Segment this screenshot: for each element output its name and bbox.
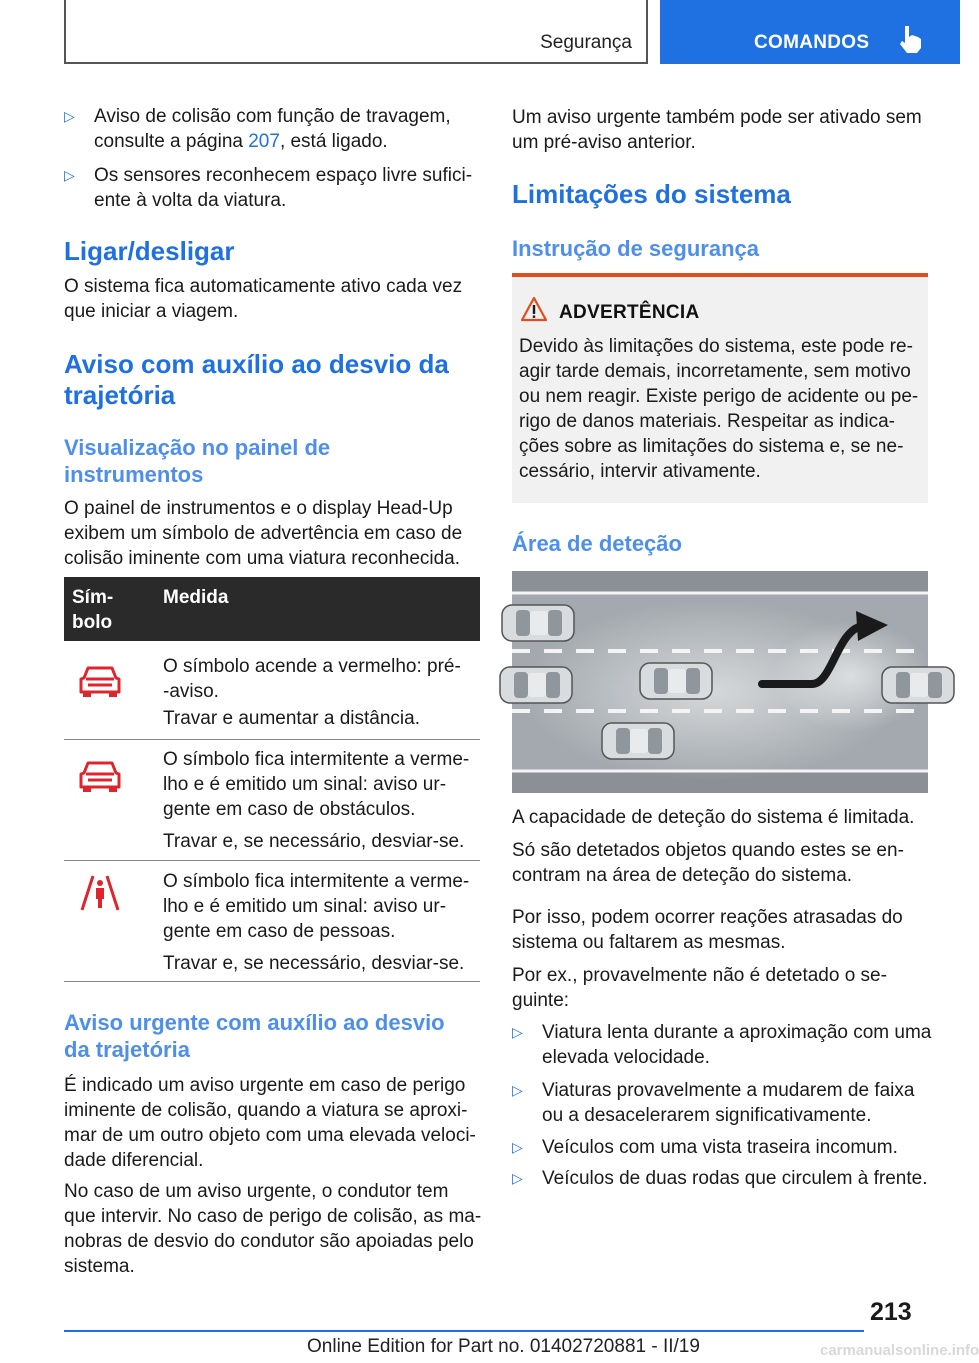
heading-instrucao: Instrução de segurança	[512, 236, 759, 261]
car-warning-icon	[78, 662, 122, 702]
triangle-bullet-icon: ▷	[64, 167, 75, 183]
triangle-bullet-icon: ▷	[64, 108, 75, 124]
car-warning-icon	[78, 757, 122, 797]
pedestrian-warning-icon	[78, 872, 122, 912]
paragraph: Só são detetados objetos quando estes se en- contram na área de deteção do sistema.	[512, 840, 904, 886]
heading-area-detecao: Área de deteção	[512, 531, 682, 556]
page-number: 213	[870, 1298, 912, 1326]
paragraph: Por ex., provavelmente não é detetado o se- guinte:	[512, 965, 887, 1011]
paragraph: No caso de um aviso urgente, o condutor tem que intervir. No caso de perigo de colisão, as ma- nobras de desvio do condutor são apoiadas pelo sistema.	[64, 1181, 482, 1277]
table-cell-action: Travar e, se necessário, desviar-se.	[163, 953, 465, 974]
table-cell: O símbolo fica intermitente a verme- lho e é emitido um sinal: aviso ur- gente em caso de obstáculos.	[163, 749, 470, 820]
warning-triangle-icon	[520, 296, 548, 322]
list-item-text: Aviso de colisão com função de travagem,	[94, 106, 451, 127]
paragraph: Um aviso urgente também pode ser ativado sem um pré-aviso anterior.	[512, 107, 922, 153]
table-divider	[64, 860, 480, 861]
list-item-text: , está ligado.	[279, 131, 388, 152]
chapter-label: COMANDOS	[754, 32, 870, 53]
table-cell: O símbolo fica intermitente a verme- lho e é emitido um sinal: aviso ur- gente em caso de pessoas.	[163, 871, 470, 942]
section-title: Segurança	[540, 32, 632, 53]
heading-limitacoes: Limitações do sistema	[512, 179, 791, 209]
heading-visualizacao: Visualização no painel de instrumentos	[64, 435, 331, 487]
triangle-bullet-icon: ▷	[512, 1082, 523, 1098]
list-item-text: ente à volta da viatura.	[94, 190, 287, 211]
detection-area-illustration	[512, 571, 928, 793]
triangle-bullet-icon: ▷	[512, 1024, 523, 1040]
list-item-text: Os sensores reconhecem espaço livre sufici-	[94, 165, 473, 186]
warning-title: ADVERTÊNCIA	[559, 302, 700, 323]
paragraph: A capacidade de deteção do sistema é limitada.	[512, 807, 915, 828]
hand-pointer-icon	[896, 24, 924, 54]
table-cell-action: Travar e, se necessário, desviar-se.	[163, 831, 465, 852]
heading-aviso-urgente: Aviso urgente com auxílio ao desvio da trajetória	[64, 1010, 445, 1062]
footer-divider	[64, 1330, 864, 1332]
page-link[interactable]: 207	[248, 131, 280, 152]
triangle-bullet-icon: ▷	[512, 1139, 523, 1155]
table-cell: O símbolo acende a vermelho: pré- -aviso.	[163, 656, 461, 702]
table-divider	[64, 739, 480, 740]
chapter-tab[interactable]	[660, 0, 960, 64]
table-cell-action: Travar e aumentar a distância.	[163, 708, 420, 729]
paragraph: Por isso, podem ocorrer reações atrasadas do sistema ou faltarem as mesmas.	[512, 907, 903, 953]
paragraph: O sistema fica automaticamente ativo cada vez que iniciar a viagem.	[64, 276, 463, 322]
table-divider	[64, 981, 480, 982]
heading-ligar: Ligar/desligar	[64, 236, 235, 266]
list-item-text: consulte a página	[94, 131, 249, 152]
heading-aviso: Aviso com auxílio ao desvio da trajetória	[64, 349, 449, 410]
paragraph: O painel de instrumentos e o display Head-Up exibem um símbolo de advertência em caso de colisão iminente com uma viatura reconhecida.	[64, 498, 463, 569]
watermark: carmanualsonline.info	[820, 1342, 979, 1359]
column-header-medida: Medida	[163, 587, 229, 608]
triangle-bullet-icon: ▷	[512, 1170, 523, 1186]
header-section-box	[64, 0, 648, 64]
warning-text: Devido às limitações do sistema, este pode re- agir tarde demais, incorretamente, sem motivo ou nem reagir. Existe perigo de acidente ou pe- rigo de danos materiais. Respeitar as indica- ções sobre as limitações do sistema e, se ne- cessário, intervir ativamente.	[519, 336, 919, 482]
column-header-simbolo: Sím- bolo	[72, 587, 114, 633]
paragraph: É indicado um aviso urgente em caso de perigo iminente de colisão, quando a viatura se aproxi- mar de um outro objeto com uma elevada veloci- dade diferencial.	[64, 1075, 476, 1171]
table-header	[64, 577, 480, 641]
footer-edition: Online Edition for Part no. 01402720881 - II/19	[307, 1336, 700, 1357]
